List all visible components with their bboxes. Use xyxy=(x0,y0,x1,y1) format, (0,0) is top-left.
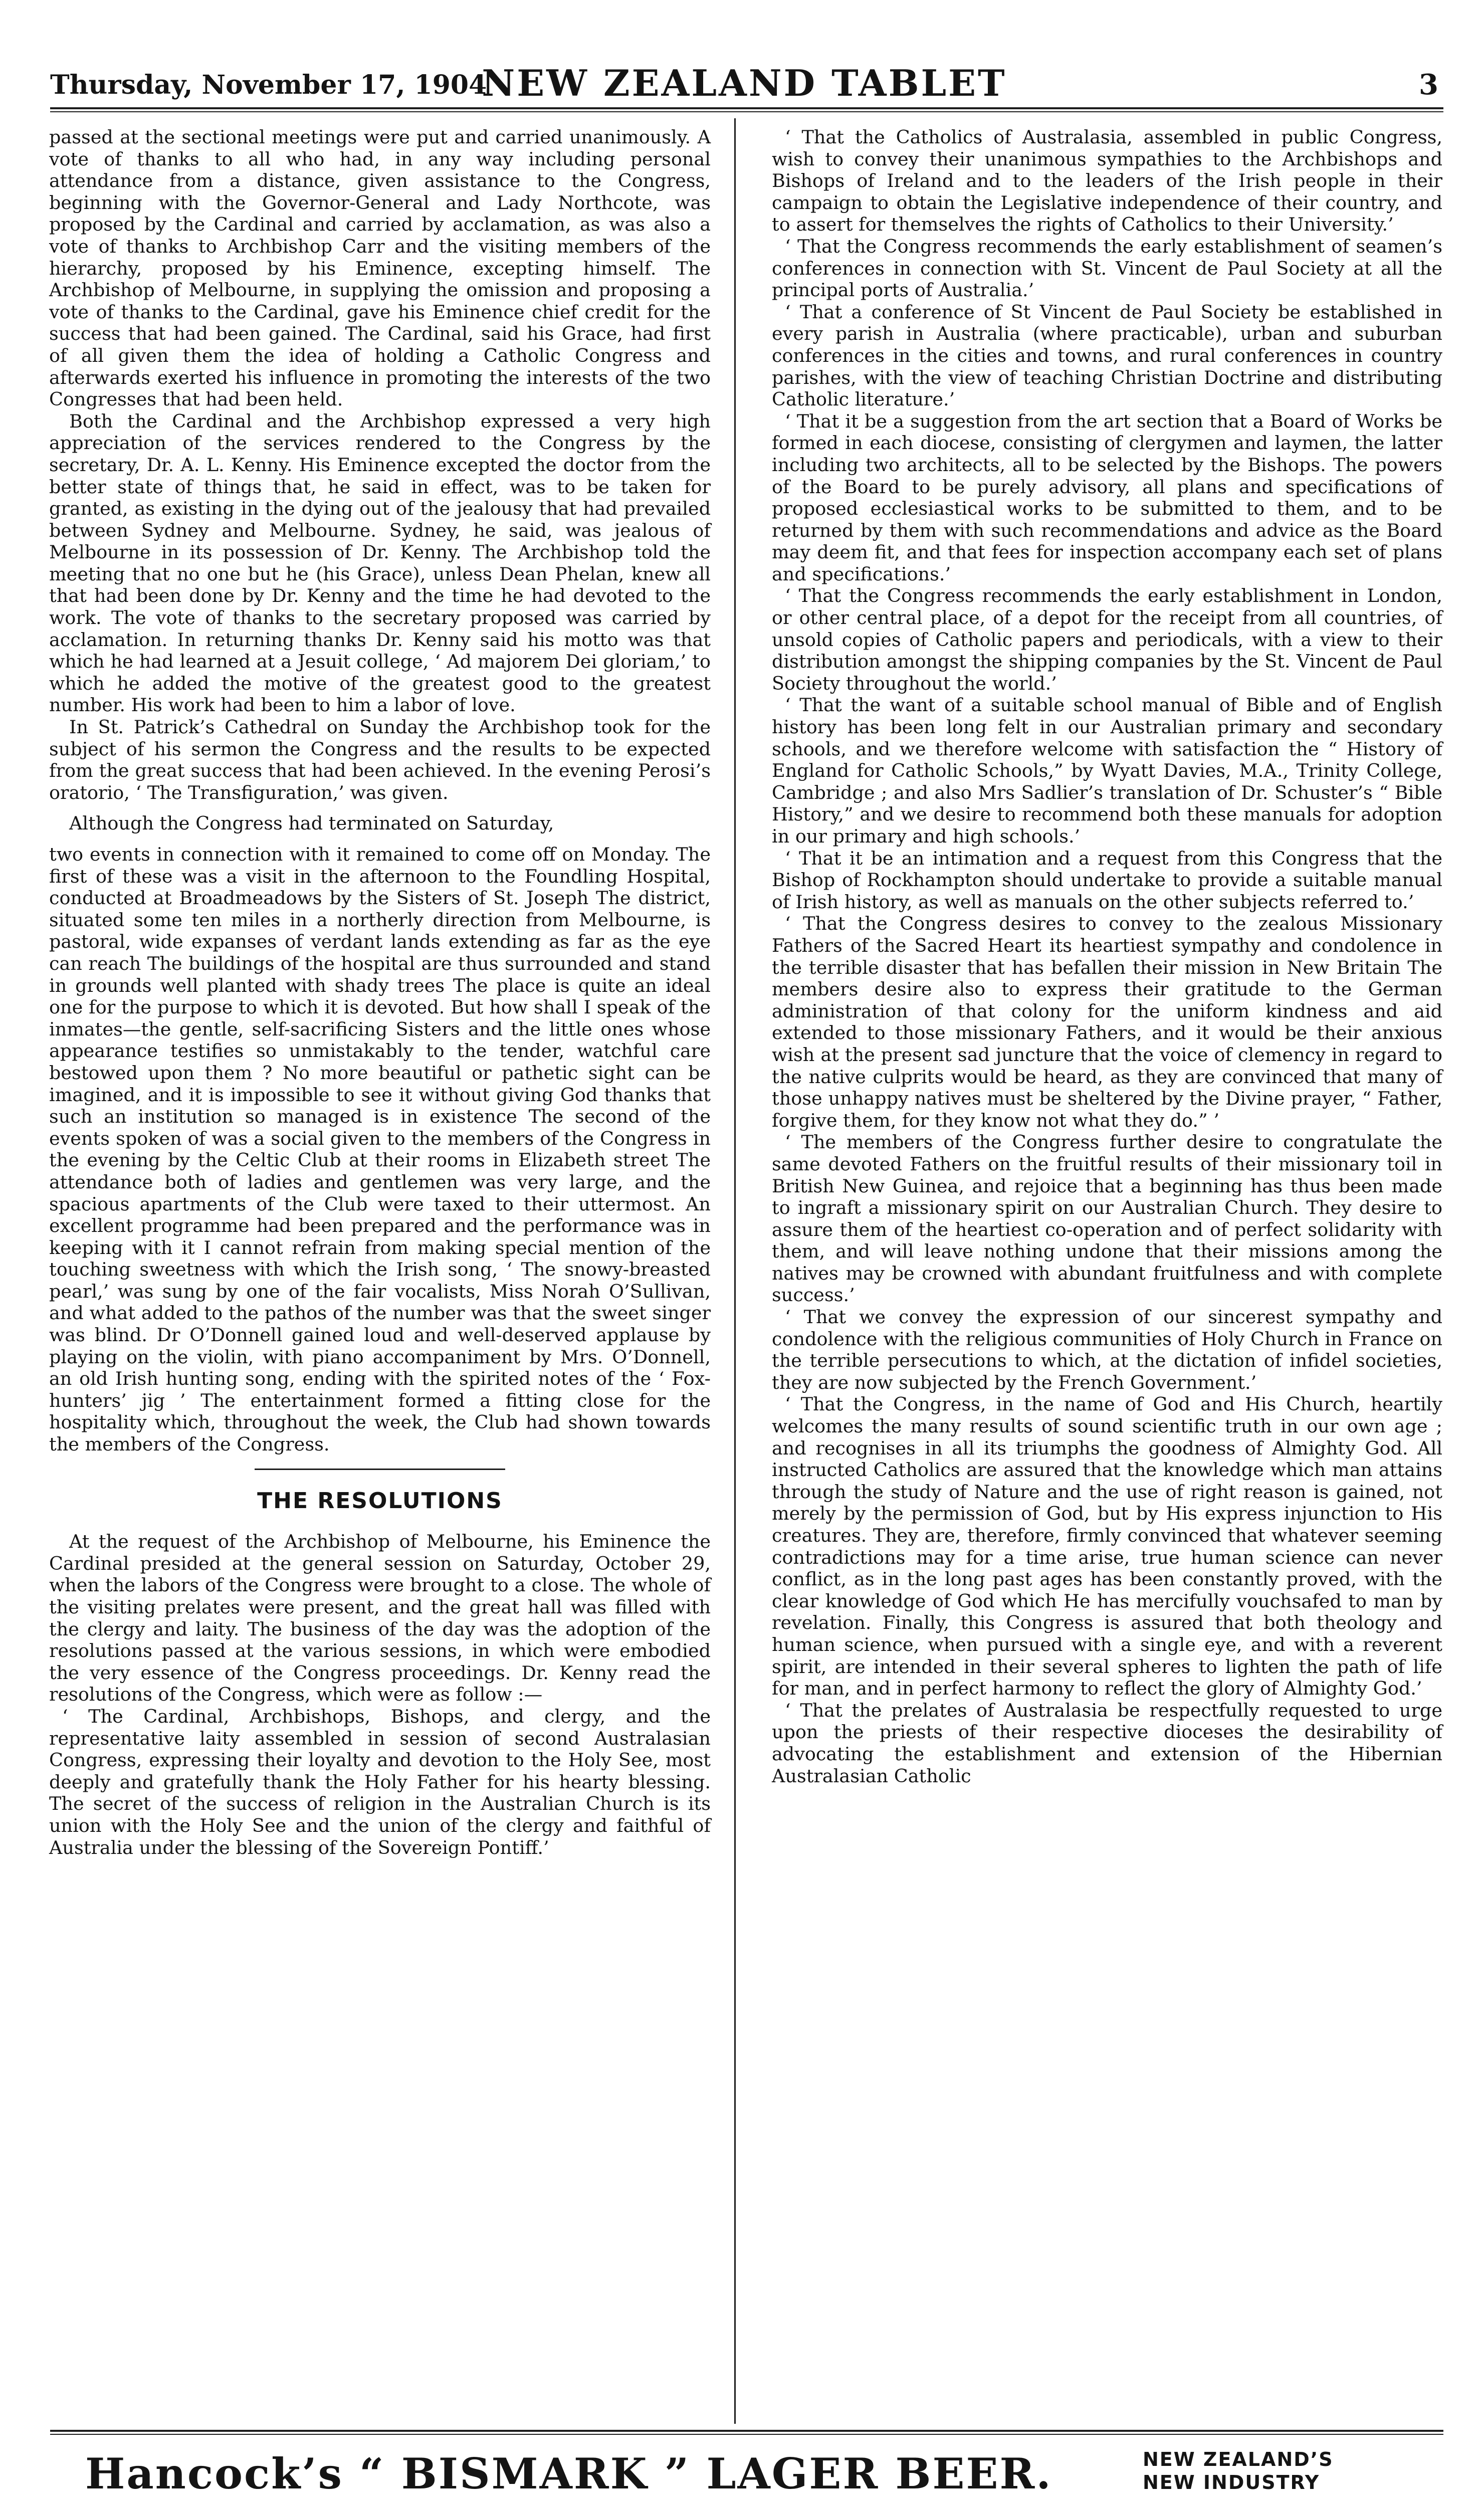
beer-advertisement: Hancock’s “ BISMARK ” LAGER BEER. xyxy=(85,2449,1052,2498)
resolution-paragraph: ‘ That the Congress recommends the early establishment in London, or other central place, of a depot for the receipt from all countries, of unsold copies of Catholic papers and periodicals, with a view to their distribution amongst the shipping companies by the St. Vincent de Paul Society throughout the world.’ xyxy=(772,585,1442,694)
footer-rule-top xyxy=(50,2430,1443,2432)
article-paragraph: two events in connection with it remained to come off on Monday. The first of these was a visit in the afternoon to the Foundling Hospital, conducted at Broadmeadows by the Sisters of St. Joseph The district, situated some ten miles in a northerly direction from Melbourne, is pastoral, wide expanses of verdant lands extending as far as the eye can reach The buildings of the hospital are thus surrounded and stand in grounds well planted with shady trees The place is quite an ideal one for the purpose to which it is devoted. But how shall I speak of the inmates—the gentle, self-sacrificing Sisters and the little ones whose appearance testifies so unmistakably to the tender, watchful care bestowed upon them ? No more beautiful or pathetic sight can be imagined, and it is impossible to see it without giving God thanks that such an institution so managed is in existence The second of the events spoken of was a social given to the members of the Congress in the evening by the Celtic Club at their rooms in Elizabeth street The attendance both of ladies and gentlemen was very large, and the spacious apartments of the Club were taxed to their uttermost. An excellent programme had been prepared and the performance was in keeping with it I cannot refrain from making special mention of the touching sweetness with which the Irish song, ‘ The snowy-breasted pearl,’ was sung by one of the fair vocalists, Miss Norah O’Sullivan, and what added to the pathos of the number was that the sweet singer was blind. Dr O’Donnell gained loud and well-deserved applause by playing on the violin, with piano accompaniment by Mrs. O’Donnell, an old Irish hunting song, ending with the spirited notes of the ‘ Fox-hunters’ jig ’ The entertainment formed a fitting close for the hospitality which, throughout the week, the Club had shown towards the members of the Congress. xyxy=(49,844,711,1455)
resolution-paragraph: ‘ That a conference of St Vincent de Paul Society be established in every parish in Australia (where practicable), urban and suburban conferences in the cities and towns, and rural conferences in country parishes, with the view of teaching Christian Doctrine and distributing Catholic literature.’ xyxy=(772,301,1442,410)
article-paragraph: Both the Cardinal and the Archbishop expressed a very high appreciation of the services rendered to the Congress by the secretary, Dr. A. L. Kenny. His Eminence excepted the doctor from the better state of things that, he said in effect, was to be taken for granted, as existing in the dying out of the jealousy that had prevailed between Sydney and Melbourne. Sydney, he said, was jealous of Melbourne in its possession of Dr. Kenny. The Archbishop told the meeting that no one but he (his Grace), unless Dean Phelan, knew all that had been done by Dr. Kenny and the time he had devoted to the work. The vote of thanks to the secretary proposed was carried by acclamation. In returning thanks Dr. Kenny said his motto was that which he had learned at a Jesuit college, ‘ Ad majorem Dei gloriam,’ to which he added the motive of the greatest good to the greatest number. His work had been to him a labor of love. xyxy=(49,410,711,716)
article-paragraph: Although the Congress had terminated on Saturday, xyxy=(69,812,554,834)
tagline-line: NEW ZEALAND’S xyxy=(1143,2448,1334,2470)
resolution-paragraph: ‘ That the Catholics of Australasia, assembled in public Congress, wish to convey their unanimous sympathies to the Archbishops and Bishops of Ireland and to the leaders of the Irish people in their campaign to obtain the Legislative independence of their country, and to assert for themselves the rights of Catholics to their University.’ xyxy=(772,126,1442,236)
issue-date: Thursday, November 17, 1904 xyxy=(50,70,487,100)
section-divider xyxy=(255,1469,505,1470)
resolution-paragraph: ‘ The members of the Congress further desire to congratulate the same devoted Fathers on the fruitful results of their missionary toil in British New Guinea, and rejoice that a beginning has thus been made to ingraft a missionary spirit on our Australian Church. They desire to assure them of the heartiest co-operation and of perfect solidarity with them, and will leave nothing undone that their missions among the natives may be crowned with abundant fruitfulness and with complete success.’ xyxy=(772,1131,1442,1306)
header-rule-top xyxy=(50,107,1443,109)
resolution-paragraph: ‘ The Cardinal, Archbishops, Bishops, and clergy, and the representative laity assembled in session of second Australasian Congress, expressing their loyalty and devotion to the Holy See, most deeply and gratefully thank the Holy Father for his hearty blessing. The secret of the success of religion in the Australian Church is its union with the Holy See and the union of the clergy and faithful of Australia under the blessing of the Sovereign Pontiff.’ xyxy=(49,1705,711,1858)
advertisement-banner xyxy=(50,2440,1443,2506)
resolution-paragraph: ‘ That it be a suggestion from the art section that a Board of Works be formed in each diocese, consisting of clergymen and laymen, the latter including two architects, all to be selected by the Bishops. The powers of the Board to be purely advisory, all plans and specifications of proposed ecclesiastical works to be submitted to them, and to be returned by them with such recommendations and advice as the Board may deem fit, and that fees for inspection accompany each set of plans and specifications.’ xyxy=(772,410,1442,585)
header-rule-bottom xyxy=(50,111,1443,112)
right-column xyxy=(772,126,1442,1787)
masthead xyxy=(50,59,1438,107)
resolution-paragraph: ‘ That the prelates of Australasia be respectfully requested to urge upon the priests of their respective dioceses the desirability of advocating the establishment and extension of the Hibernian Australasian Catholic xyxy=(772,1699,1442,1787)
article-paragraph: passed at the sectional meetings were put and carried unanimously. A vote of thanks to all who had, in any way including personal attendance from a distance, given assistance to the Congress, beginning with the Governor-General and Lady Northcote, was proposed by the Cardinal and carried by acclamation, as was also a vote of thanks to Archbishop Carr and the visiting members of the hierarchy, proposed by his Eminence, excepting himself. The Archbishop of Melbourne, in supplying the omission and proposing a vote of thanks to the Cardinal, gave his Eminence chief credit for the success that had been gained. The Cardinal, said his Grace, had first of all given them the idea of holding a Catholic Congress and afterwards exerted his influence in promoting the interests of the two Congresses that had been held. xyxy=(49,126,711,410)
tagline-line: NEW INDUSTRY xyxy=(1143,2471,1320,2493)
left-column xyxy=(49,126,711,1858)
resolution-paragraph: ‘ That the Congress, in the name of God and His Church, heartily welcomes the many results of sound scientific truth in our own age ; and recognises in all its triumphs the goodness of Almighty God. All instructed Catholics are assured that the knowledge which man attains through the study of Nature and the use of right reason is gained, not merely by the permission of God, but by His express injunction to His creatures. They are, therefore, firmly convinced that whatever seeming contradictions may for a time arise, true human science can never conflict, as in the long past ages has been constantly proved, with the clear knowledge of God which He has mercifully vouchsafed to man by revelation. Finally, this Congress is assured that both theology and human science, when pursued with a single eye, and with a reverent spirit, are intended in their several spheres to lighten the path of life for man, and in perfect harmony to reflect the glory of Almighty God.’ xyxy=(772,1393,1442,1700)
footer-rule-inner xyxy=(50,2434,1443,2435)
resolution-paragraph: ‘ That it be an intimation and a request from this Congress that the Bishop of Rockhampton should undertake to provide a suitable manual of Irish history, as well as manuals on the other subjects referred to.’ xyxy=(772,847,1442,913)
page-number: 3 xyxy=(1419,68,1438,101)
resolution-paragraph: ‘ That the Congress recommends the early establishment of seamen’s conferences in connection with St. Vincent de Paul Society at all the principal ports of Australia.’ xyxy=(772,235,1442,301)
section-heading: THE RESOLUTIONS xyxy=(257,1488,503,1514)
resolution-paragraph: ‘ That we convey the expression of our sincerest sympathy and condolence with the religious communities of Holy Church in France on the terrible persecutions to which, at the dictation of infidel societies, they are now subjected by the French Government.’ xyxy=(772,1306,1442,1393)
article-paragraph: In St. Patrick’s Cathedral on Sunday the Archbishop took for the subject of his sermon the Congress and the results to be expected from the great success that had been achieved. In the evening Perosi’s oratorio, ‘ The Transfiguration,’ was given. xyxy=(49,716,711,803)
resolution-paragraph: ‘ That the want of a suitable school manual of Bible and of English history has been long felt in our Australian primary and secondary schools, and we therefore welcome with satisfaction the “ History of England for Catholic Schools,” by Wyatt Davies, M.A., Trinity College, Cambridge ; and also Mrs Sadlier’s translation of Dr. Schuster’s “ Bible History,” and we desire to recommend both these manuals for adoption in our primary and high schools.’ xyxy=(772,694,1442,847)
article-paragraph: At the request of the Archbishop of Melbourne, his Eminence the Cardinal presided at the general session on Saturday, October 29, when the labors of the Congress were brought to a close. The whole of the visiting prelates were present, and the great hall was filled with the clergy and laity. The business of the day was the adoption of the resolutions passed at the various sessions, in which were embodied the very essence of the Congress proceedings. Dr. Kenny read the resolutions of the Congress, which were as follow :— xyxy=(49,1531,711,1706)
advertisement-tagline xyxy=(1143,2448,1334,2494)
resolution-paragraph: ‘ That the Congress desires to convey to the zealous Missionary Fathers of the Sacred Heart its heartiest sympathy and condolence in the terrible disaster that has befallen their mission in New Britain The members desire also to express their gratitude to the German administration of that colony for the uniform kindness and aid extended to those missionary Fathers, and it would be their anxious wish at the present sad juncture that the voice of clemency in regard to the native culprits would be heard, as they are convinced that many of those unhappy natives must be sheltered by the Divine prayer, “ Father, forgive them, for they know not what they do.” ’ xyxy=(772,913,1442,1131)
column-divider xyxy=(734,118,736,2424)
newspaper-title: NEW ZEALAND TABLET xyxy=(482,62,1007,104)
